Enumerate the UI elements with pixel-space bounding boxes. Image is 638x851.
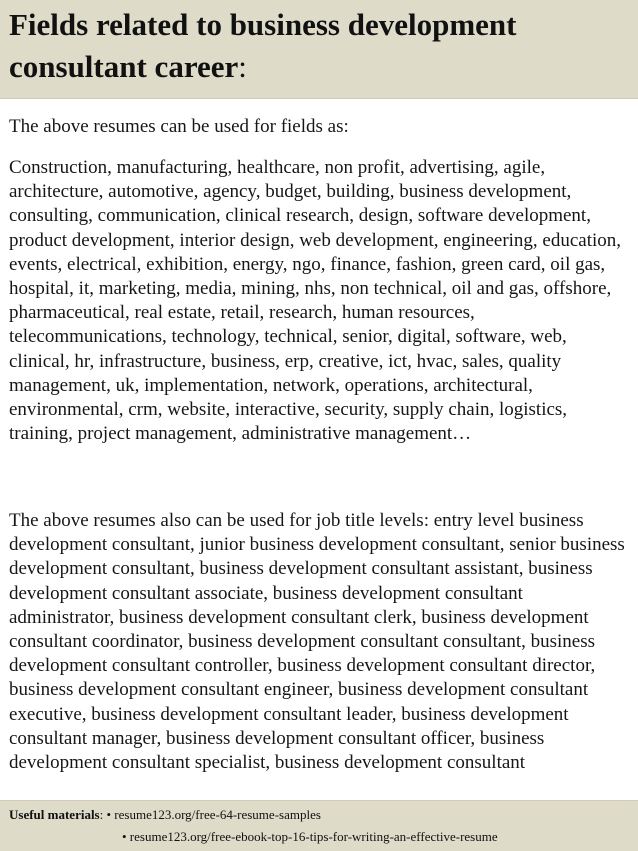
footer-second-row [122, 827, 498, 847]
useful-materials-footer [0, 800, 638, 851]
title-banner [0, 0, 638, 99]
fields-paragraph: Construction, manufacturing, healthcare, non profit, advertising, agile, architecture, automotive, agency, budget, building, business development, consulting, communication, clinical research, design, software development, product development, interior design, web development, engineering, education, events, electrical, exhibition, energy, ngo, finance, fashion, green card, oil gas, hospital, it, marketing, media, mining, nhs, non technical, oil and gas, offshore, pharmaceutical, real estate, retail, research, human resources, telecommunications, technology, technical, senior, digital, software, web, clinical, hr, infrastructure, business, erp, creative, ict, hvac, sales, quality management, uk, implementation, network, operations, architectural, environmental, crm, website, interactive, security, supply chain, logistics, training, project management, administrative management… [9, 157, 622, 445]
intro-paragraph: The above resumes can be used for fields as: [9, 116, 349, 137]
ebook-tips-link[interactable]: • resume123.org/free-ebook-top-16-tips-for-writing-an-effective-resume [122, 829, 498, 844]
page-title-text: Fields related to business development consultant career [9, 7, 517, 84]
resume-samples-link[interactable]: • resume123.org/free-64-resume-samples [106, 807, 321, 822]
page-title [9, 4, 629, 88]
page-title-colon: : [238, 49, 247, 84]
useful-materials-label: Useful materials [9, 807, 100, 822]
useful-materials-colon: : [99, 807, 104, 822]
footer-first-row [9, 805, 321, 825]
job-levels-paragraph: The above resumes also can be used for job title levels: entry level business development consultant, junior business development consultant, senior business development consultant, business development consultant assistant, business development consultant associate, business development consultant administrator, business development consultant clerk, business development consultant coordinator, business development consultant consultant, business development consultant controller, business development consultant director, business development consultant engineer, business development consultant executive, business development consultant leader, business development consultant manager, business development consultant officer, business development consultant specialist, business development consultant [9, 510, 625, 774]
